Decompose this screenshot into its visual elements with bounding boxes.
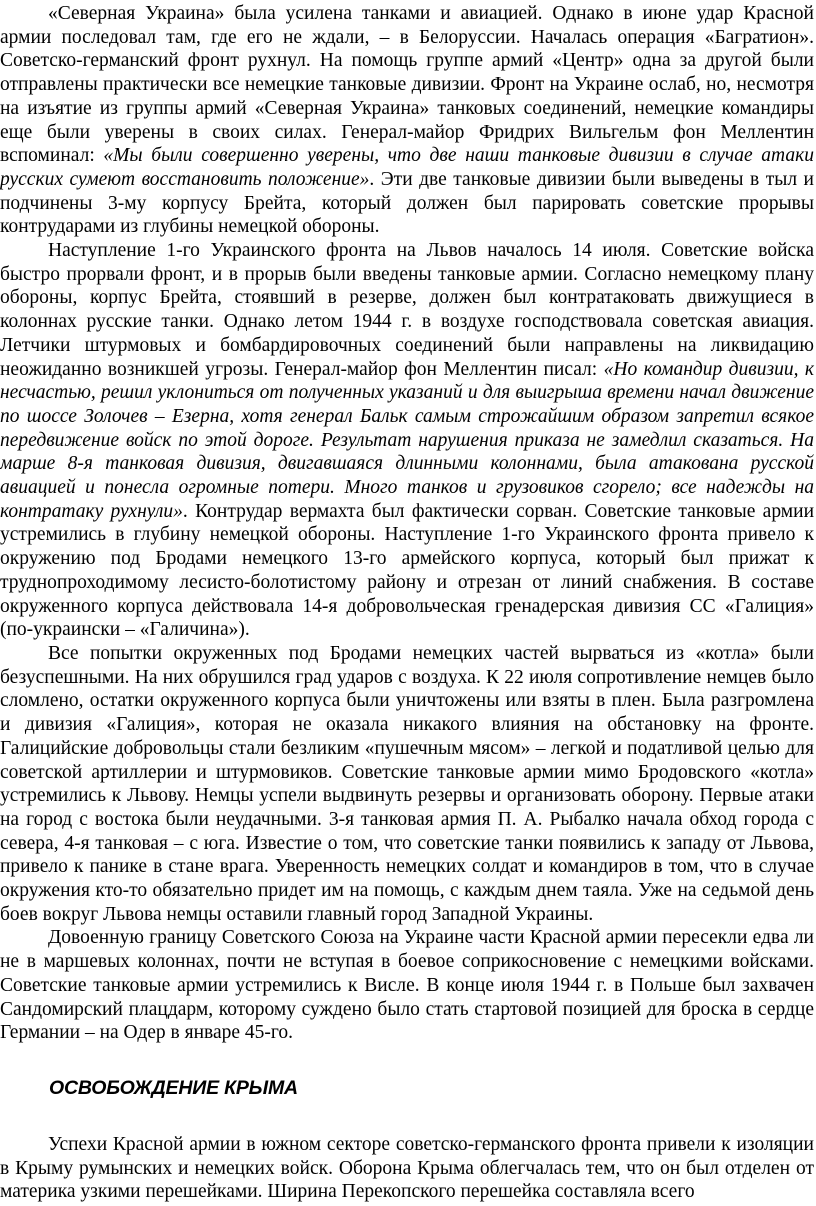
paragraph-1 (0, 2, 814, 239)
paragraph-2-text-a: Наступление 1-го Украинского фронта на Львов началось 14 июля. Советские войска быстро прорвали фронт, и в прорыв были введены танковые армии. Согласно немецкому плану обороны, корпус Брейта, стоявший в резерве, должен был контратаковать движущиеся в колоннах русские танки. Однако летом 1944 г. в воздухе господствовала советская авиация. Летчики штурмовых и бомбардировочных соединений были направлены на ликвидацию неожиданно возникшей угрозы. Генерал-майор фон Меллентин писал: (0, 240, 814, 380)
paragraph-3: Все попытки окруженных под Бродами немецких частей вырваться из «котла» были безуспешными. На них обрушился град ударов с воздуха. К 22 июля сопротивление немцев было сломлено, остатки окруженного корпуса были уничтожены или взяты в плен. Была разгромлена и дивизия «Галиция», которая не оказала никакого влияния на обстановку на фронте. Галицийские добровольцы стали безликим «пушечным мясом» – легкой и податливой целью для советской артиллерии и штурмовиков. Советские танковые армии мимо Бродовского «котла» устремились к Львову. Немцы успели выдвинуть резервы и организовать оборону. Первые атаки на город с востока были неудачными. 3-я танковая армия П. А. Рыбалко начала обход города с севера, 4-я танковая – с юга. Известие о том, что советские танки появились к западу от Львова, привело к панике в стане врага. Уверенность немецких солдат и командиров в том, что в случае окружения кто-то обязательно придет им на помощь, с каждым днем таяла. Уже на седьмой день боев вокруг Львова немцы оставили главный город Западной Украины. (0, 642, 814, 925)
paragraph-2 (0, 239, 814, 642)
paragraph-2-quote: «Но командир дивизии, к несчастью, решил уклониться от полученных указаний и для выигрыша времени начал движение по шоссе Золочев – Езерна, хотя генерал Бальк самым строжайшим образом запретил всякое передвижение войск по этой дороге. Результат нарушения приказа не замедлил сказаться. На марше 8-я танковая дивизия, двигавшаяся длинными колоннами, была атакована русской авиацией и понесла огромные потери. Много танков и грузовиков сгорело; все надежды на контратаку рухнули» (0, 358, 814, 522)
section-text (0, 1133, 814, 1204)
paragraph-1-quote: «Мы были совершенно уверены, что две наши танковые дивизии в случае атаки русских сумеют восстановить положение» (0, 145, 815, 190)
paragraph-4: Довоенную границу Советского Союза на Украине части Красной армии пересекли едва ли не в маршевых колоннах, почти не вступая в боевое соприкосновение с немецкими войсками. Советские танковые армии устремились к Висле. В конце июля 1944 г. в Польше был захвачен Сандомирский плацдарм, которому суждено было стать стартовой позицией для броска в сердце Германии – на Одер в январе 45-го. (0, 927, 814, 1044)
main-text (0, 2, 814, 1045)
section-heading-wrap (49, 1077, 298, 1100)
paragraph-2-text-b: . Контрудар вермахта был фактически сорван. Советские танковые армии устремились в глубину немецкой обороны. Наступление 1-го Украинского фронта привело к окружению под Бродами немецкого 13-го армейского корпуса, который был прижат к труднопроходимому лесисто-болотистому району и отрезан от линий снабжения. В составе окруженного корпуса действовала 14-я добровольческая гренадерская дивизия СС «Галиция» (по-украински – «Галичина»). (0, 500, 814, 641)
section-heading: ОСВОБОЖДЕНИЕ КРЫМА (49, 1077, 298, 1099)
paragraph-1-text-a: «Северная Украина» была усилена танками и авиацией. Однако в июне удар Красной армии последовал там, где его не ждали, – в Белоруссии. Началась операция «Багратион». Советско-германский фронт рухнул. На помощь группе армий «Центр» одна за другой были отправлены практически все немецкие танковые дивизии. Фронт на Украине ослаб, но, несмотря на изъятие из группы армий «Северная Украина» танковых соединений, немецкие командиры еще были уверены в своих силах. Генерал-майор Фридрих Вильгельм фон Меллентин вспоминал: (0, 3, 814, 167)
paragraph-1-text-b: . Эти две танковые дивизии были выведены в тыл и подчинены 3-му корпусу Брейта, который должен был парировать советские прорывы контрударами из глубины немецкой обороны. (0, 168, 814, 238)
paragraph-5: Успехи Красной армии в южном секторе советско-германского фронта привели к изоляции в Крыму румынских и немецких войск. Оборона Крыма облегчалась тем, что он был отделен от материка узкими перешейками. Ширина Перекопского перешейка составляла всего (0, 1134, 814, 1203)
